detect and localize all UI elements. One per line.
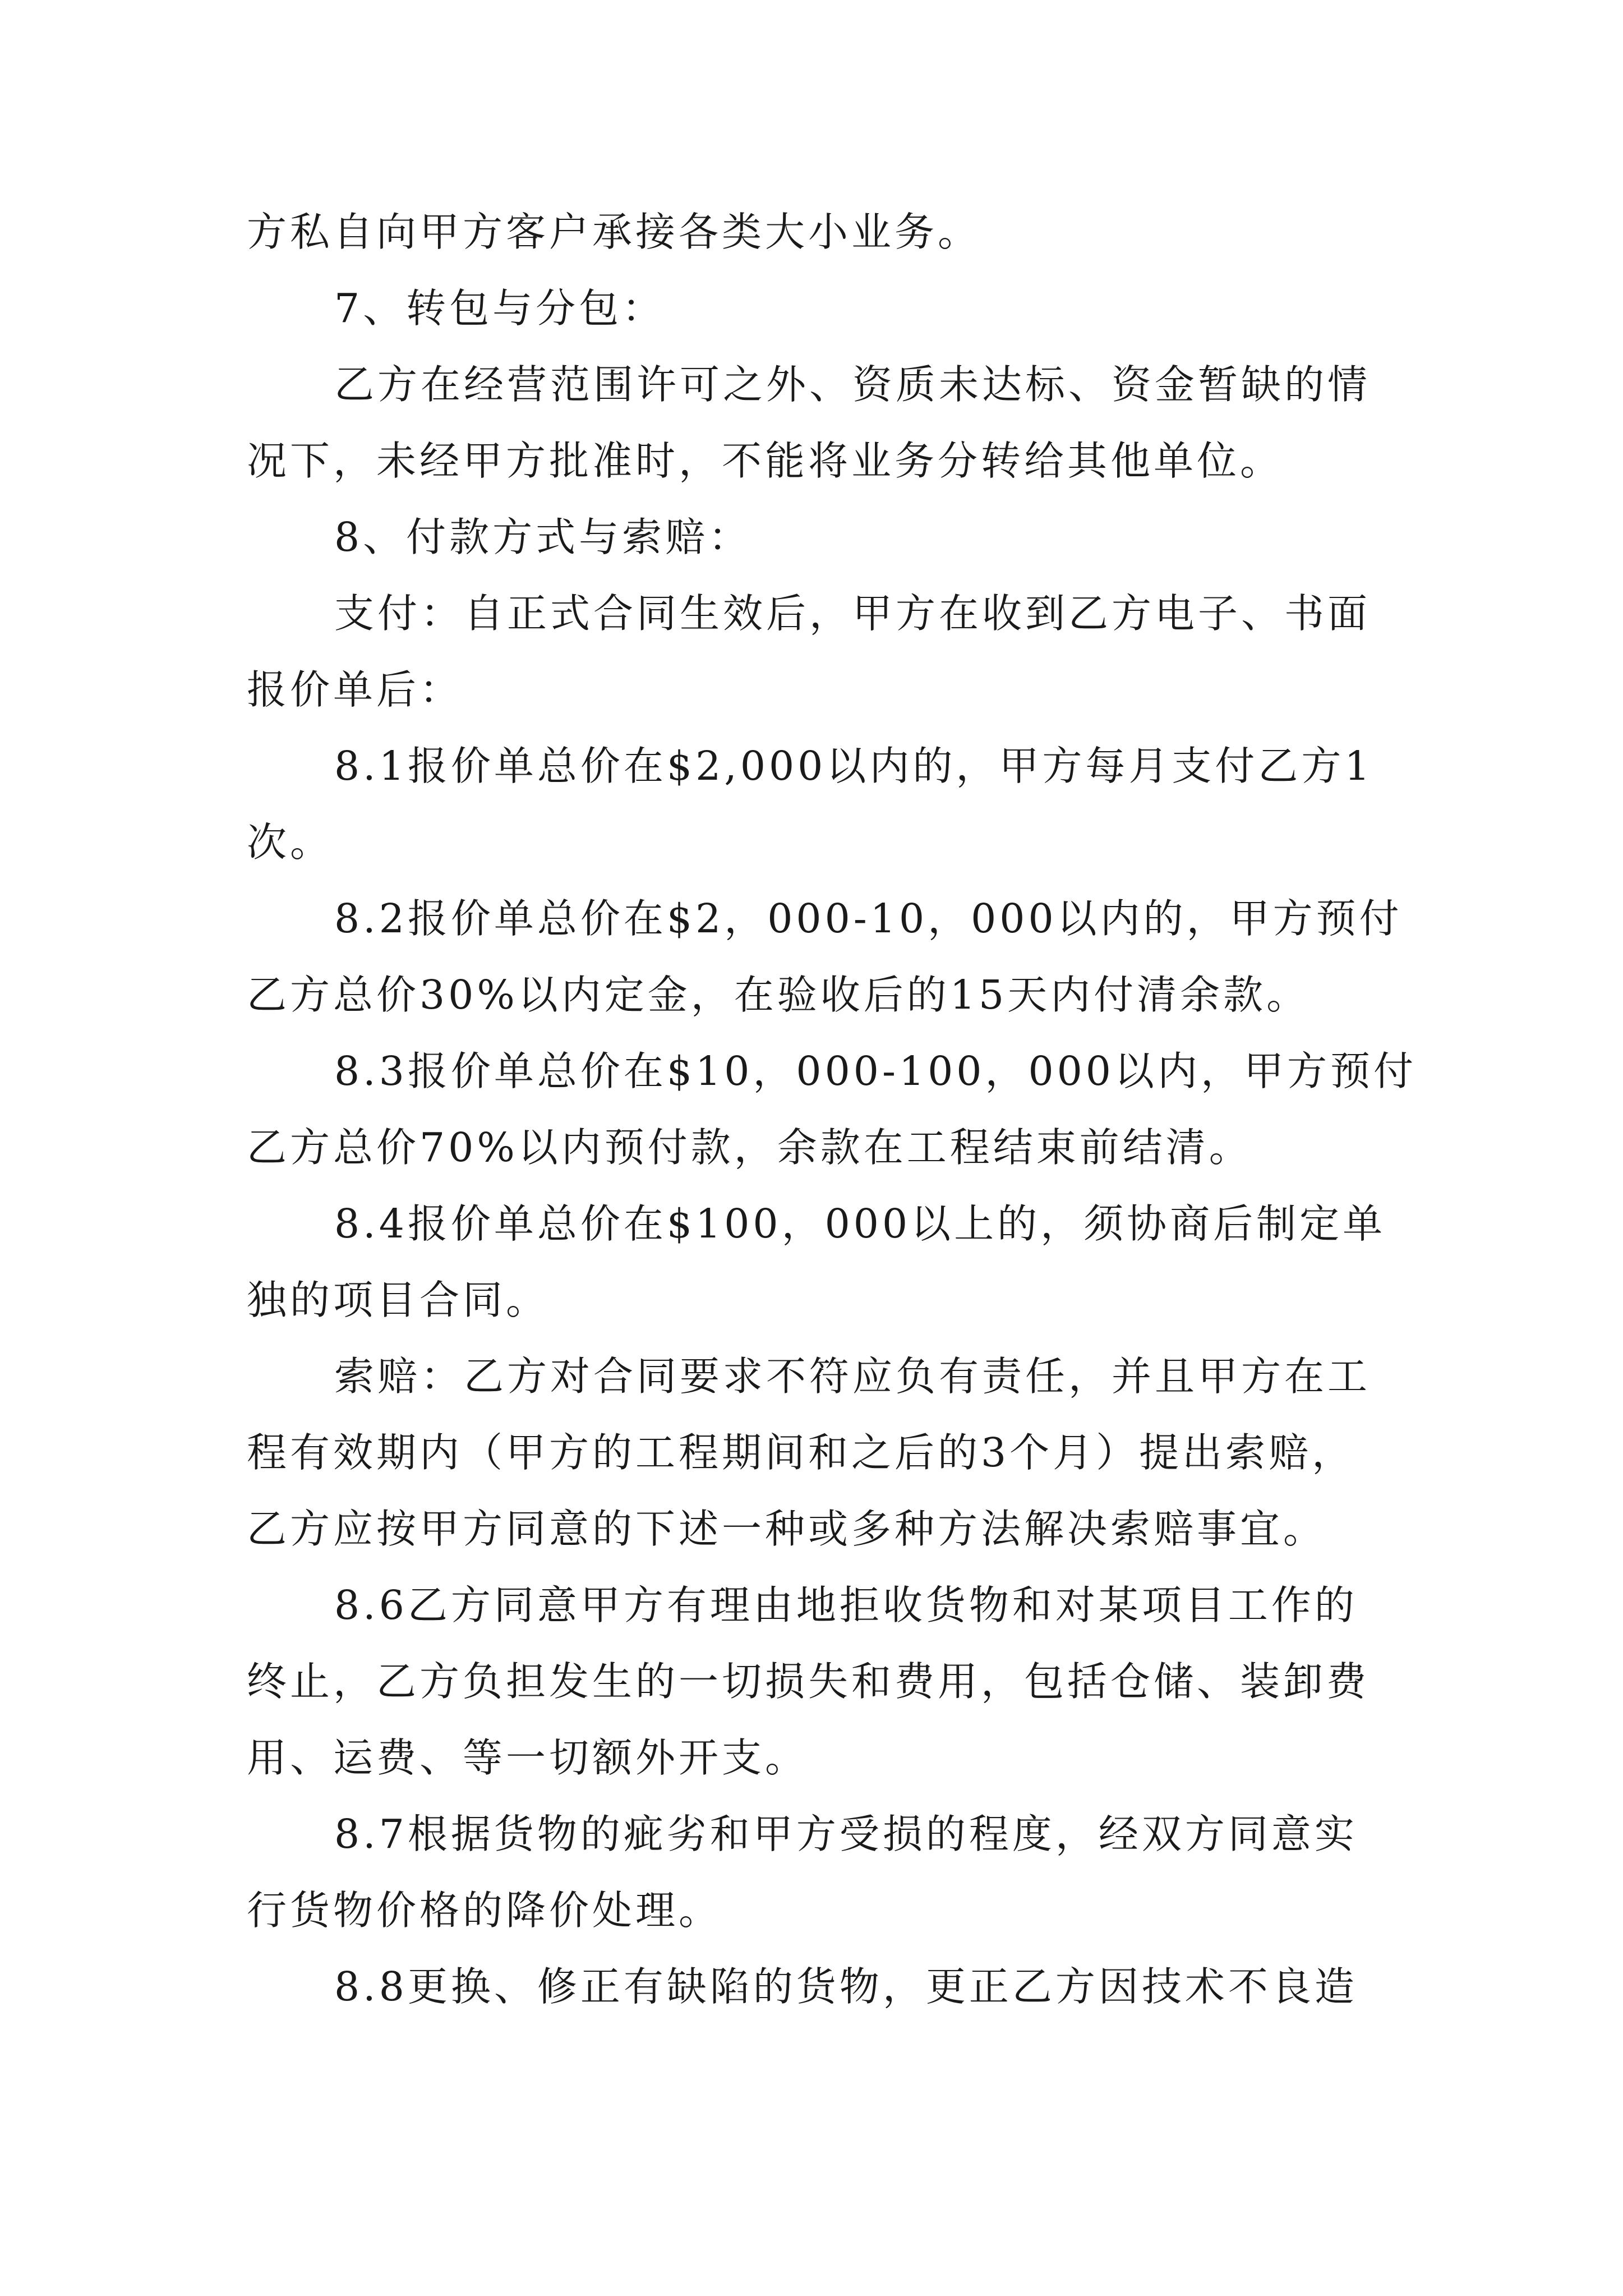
text-line: 报价单后： xyxy=(247,666,463,713)
text-line: 索赔：乙方对合同要求不符应负有责任，并且甲方在工 xyxy=(334,1353,1371,1400)
clause-line: 8.2报价单总价在$2，000-10，000以内的，甲方预付 xyxy=(334,895,1403,942)
text-line: 乙方总价70%以内预付款，余款在工程结束前结清。 xyxy=(247,1124,1252,1171)
clause-line: 8.3报价单总价在$10，000-100，000以内，甲方预付 xyxy=(334,1048,1417,1094)
section-heading: 8、付款方式与索赔： xyxy=(334,514,752,560)
text-line: 乙方在经营范围许可之外、资质未达标、资金暂缺的情 xyxy=(334,361,1371,408)
clause-line: 8.6乙方同意甲方有理由地拒收货物和对某项目工作的 xyxy=(334,1582,1358,1628)
clause-line: 8.4报价单总价在$100，000以上的，须协商后制定单 xyxy=(334,1200,1386,1247)
text-line: 况下，未经甲方批准时，不能将业务分转给其他单位。 xyxy=(247,438,1284,484)
text-line: 行货物价格的降价处理。 xyxy=(247,1887,722,1934)
text-line: 乙方总价30%以内定金，在验收后的15天内付清余款。 xyxy=(247,972,1310,1018)
text-line: 终止，乙方负担发生的一切损失和费用，包括仓储、装卸费 xyxy=(247,1658,1370,1705)
text-line: 乙方应按甲方同意的下述一种或多种方法解决索赔事宜。 xyxy=(247,1506,1327,1552)
text-line: 方私自向甲方客户承接各类大小业务。 xyxy=(247,209,981,255)
clause-line: 8.7根据货物的疵劣和甲方受损的程度，经双方同意实 xyxy=(334,1811,1358,1857)
text-line: 程有效期内（甲方的工程期间和之后的3个月）提出索赔， xyxy=(247,1429,1355,1476)
text-line: 独的项目合同。 xyxy=(247,1277,550,1323)
text-line: 用、运费、等一切额外开支。 xyxy=(247,1734,809,1781)
clause-line: 8.1报价单总价在$2,000以内的，甲方每月支付乙方1 xyxy=(334,743,1373,789)
text-line: 支付：自正式合同生效后，甲方在收到乙方电子、书面 xyxy=(334,590,1371,637)
text-line: 次。 xyxy=(247,819,334,866)
section-heading: 7、转包与分包： xyxy=(334,285,666,332)
clause-line: 8.8更换、修正有缺陷的货物，更正乙方因技术不良造 xyxy=(334,1963,1358,2010)
